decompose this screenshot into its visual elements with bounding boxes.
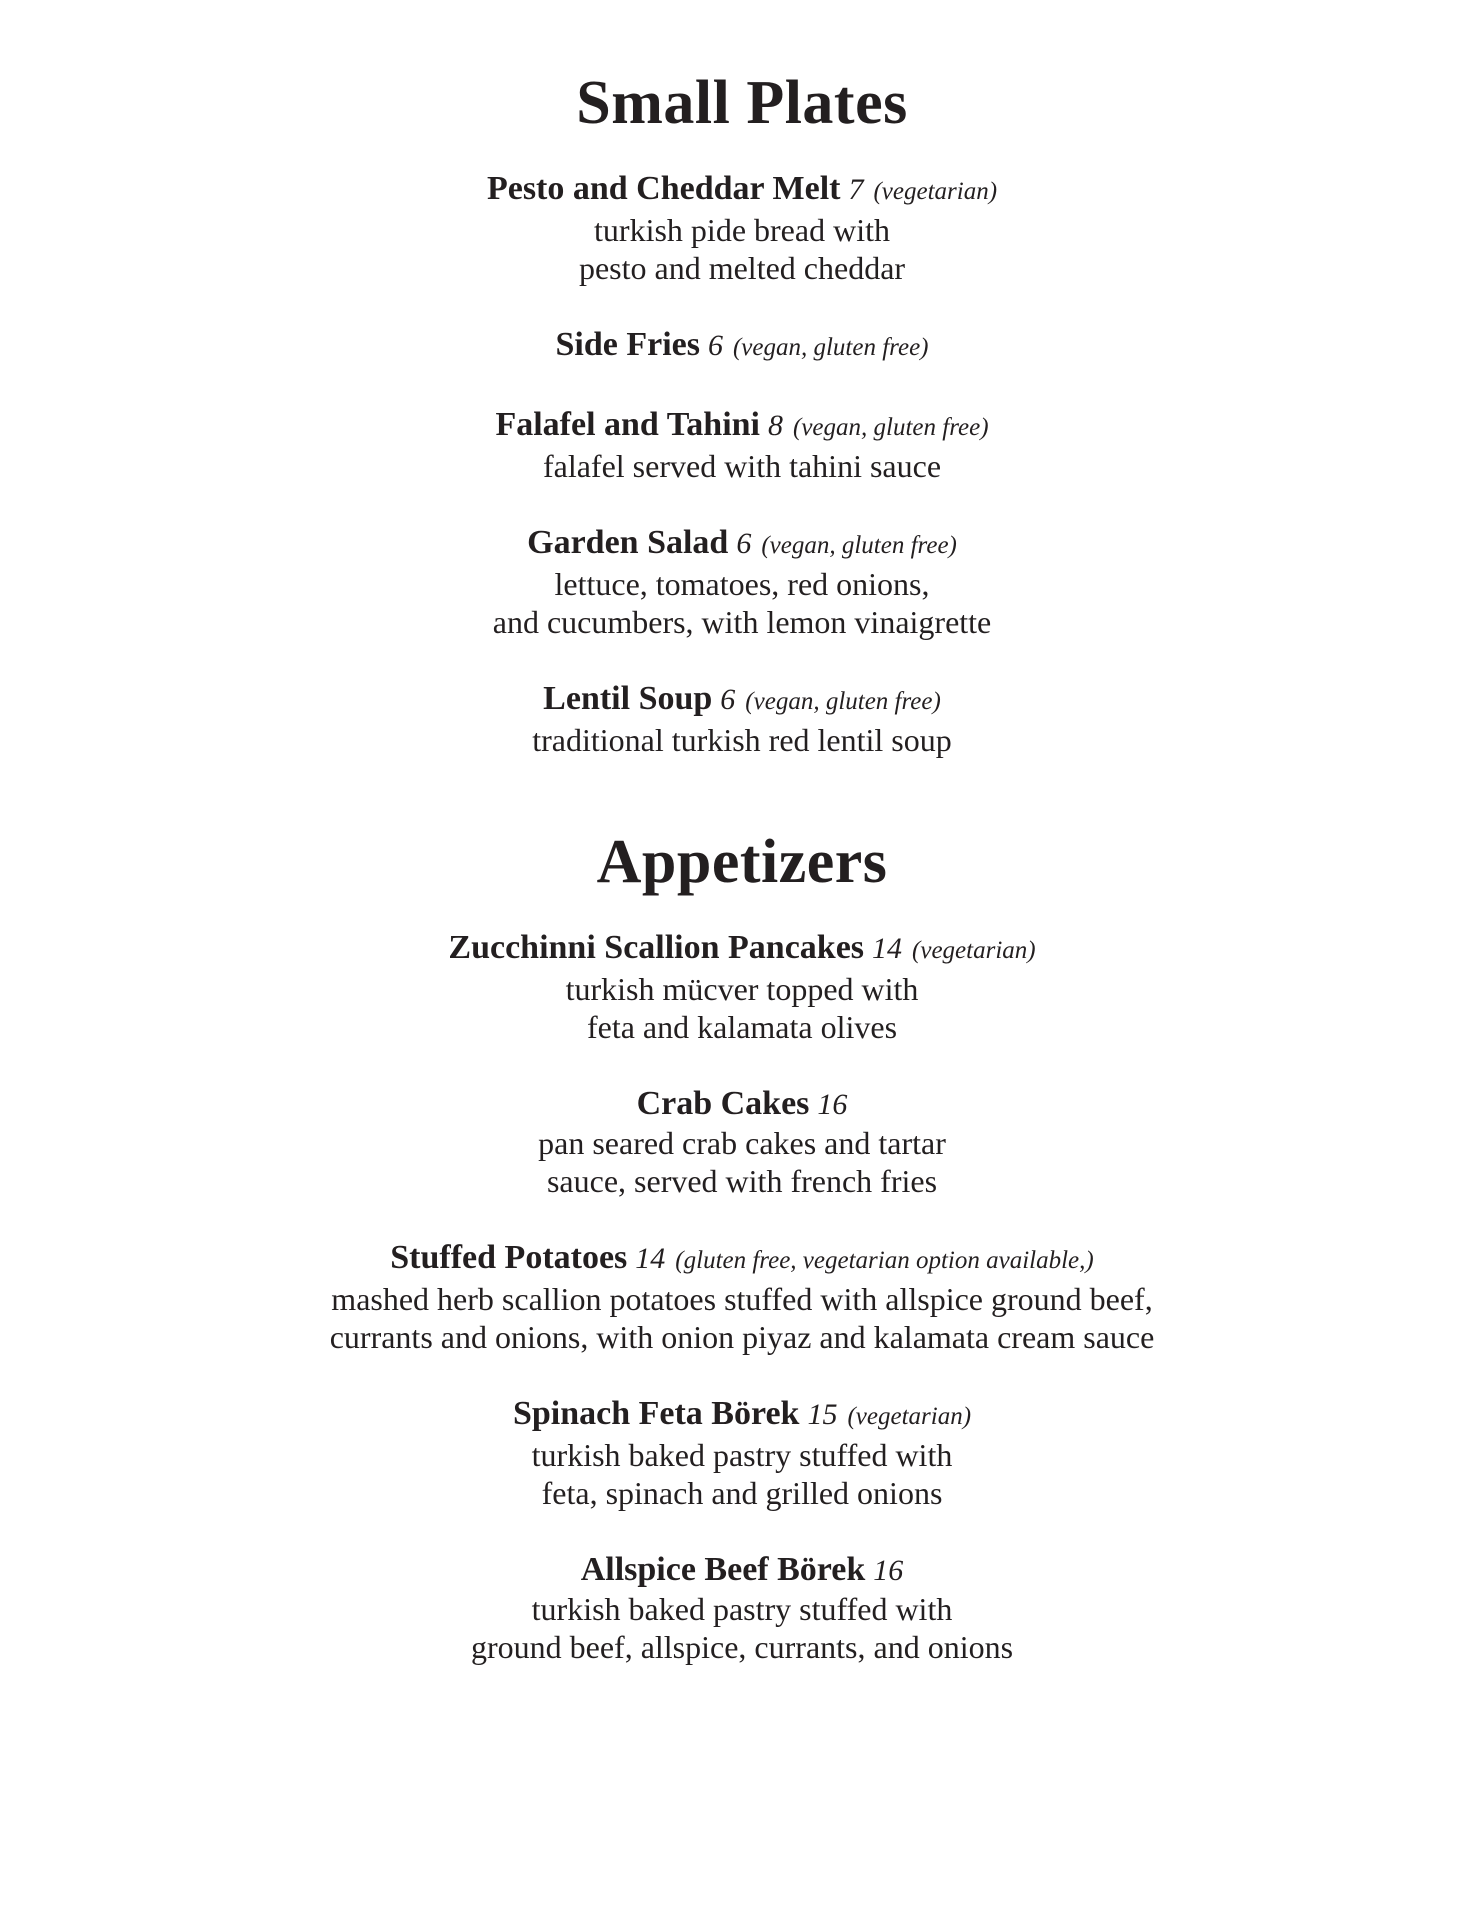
menu-item-name: Garden Salad xyxy=(527,524,729,561)
section-title: Appetizers xyxy=(596,828,888,896)
menu-item xyxy=(0,326,1484,367)
menu-item-description: turkish baked pastry stuffed with xyxy=(531,1437,953,1473)
menu-item-description: feta and kalamata olives xyxy=(586,1009,898,1045)
menu-item xyxy=(0,524,1484,641)
menu-item xyxy=(0,680,1484,759)
menu-item-tags: (vegan, gluten free) xyxy=(793,414,989,441)
menu-item-description: currants and onions, with onion piyaz and kalamata cream sauce xyxy=(329,1319,1155,1355)
menu-item-name: Pesto and Cheddar Melt xyxy=(486,170,841,207)
menu-item xyxy=(0,170,1484,287)
menu-item-price: 8 xyxy=(768,409,783,442)
menu-item-price: 14 xyxy=(635,1242,666,1275)
menu-item-tags: (vegan, gluten free) xyxy=(732,334,929,361)
menu-item-description: turkish baked pastry stuffed with xyxy=(531,1591,953,1627)
menu-item-header xyxy=(0,1551,1484,1590)
menu-item-name: Crab Cakes xyxy=(636,1085,810,1122)
menu-item-price: 6 xyxy=(707,329,723,362)
menu-item-tags: (vegan, gluten free) xyxy=(745,688,941,715)
menu-item xyxy=(0,1395,1484,1512)
menu-item-price: 14 xyxy=(872,932,903,965)
menu-item-price: 16 xyxy=(873,1554,904,1587)
menu-item-description: falafel served with tahini sauce xyxy=(542,448,942,484)
menu-item-description: pan seared crab cakes and tartar xyxy=(538,1125,946,1161)
menu-item-description: lettuce, tomatoes, red onions, xyxy=(554,566,930,602)
menu-item-header xyxy=(0,170,1484,211)
menu-item-name: Side Fries xyxy=(555,326,700,363)
menu-item-tags: (vegan, gluten free) xyxy=(761,532,957,559)
menu-item-tags: (vegetarian) xyxy=(847,1403,972,1430)
menu-item-price: 7 xyxy=(848,173,864,206)
menu-item-header xyxy=(0,929,1484,970)
section-small-plates xyxy=(0,69,1484,759)
menu-item xyxy=(0,1085,1484,1200)
menu-item-price: 15 xyxy=(807,1398,838,1431)
menu-item-description: turkish mücver topped with xyxy=(565,971,919,1007)
menu-item-header xyxy=(0,680,1484,721)
menu-item-name: Falafel and Tahini xyxy=(495,406,760,443)
menu-item xyxy=(0,406,1484,485)
menu-item-description: mashed herb scallion potatoes stuffed with allspice ground beef, xyxy=(331,1281,1153,1317)
menu-item-header xyxy=(0,406,1484,447)
menu-item xyxy=(0,1239,1484,1356)
menu-item-name: Stuffed Potatoes xyxy=(390,1239,628,1276)
menu-item-description: traditional turkish red lentil soup xyxy=(532,722,952,758)
menu-item xyxy=(0,1551,1484,1666)
menu-item-description: pesto and melted cheddar xyxy=(578,250,906,286)
menu-item-price: 6 xyxy=(736,527,752,560)
menu-item-tags: (vegetarian) xyxy=(912,937,1036,964)
menu-item-description: sauce, served with french fries xyxy=(546,1163,938,1199)
menu-item-description: turkish pide bread with xyxy=(594,212,890,248)
menu-item-description: ground beef, allspice, currants, and onions xyxy=(470,1629,1014,1665)
menu-item-tags: (vegetarian) xyxy=(873,178,998,205)
menu-item-name: Zucchinni Scallion Pancakes xyxy=(448,929,865,966)
menu-item-name: Lentil Soup xyxy=(543,680,713,717)
section-title: Small Plates xyxy=(576,69,908,137)
menu-item-name: Allspice Beef Börek xyxy=(580,1551,866,1588)
menu-item-price: 6 xyxy=(720,683,736,716)
menu-item-header xyxy=(0,1085,1484,1124)
menu-item xyxy=(0,929,1484,1046)
menu-item-tags: (gluten free, vegetarian option available,) xyxy=(675,1247,1094,1274)
menu-item-header xyxy=(0,1239,1484,1280)
menu-item-description: feta, spinach and grilled onions xyxy=(541,1475,943,1511)
section-appetizers xyxy=(0,828,1484,1666)
menu-item-header xyxy=(0,1395,1484,1436)
menu-item-header xyxy=(0,524,1484,565)
menu-item-price: 16 xyxy=(817,1088,848,1121)
menu-item-description: and cucumbers, with lemon vinaigrette xyxy=(492,604,992,640)
menu-item-name: Spinach Feta Börek xyxy=(512,1395,800,1432)
menu-item-header xyxy=(0,326,1484,367)
